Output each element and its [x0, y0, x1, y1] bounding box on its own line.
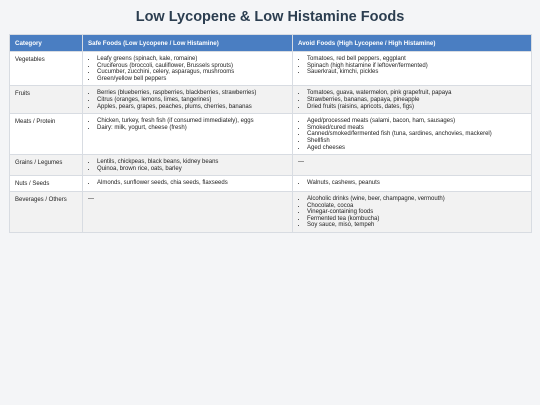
avoid-foods-list [298, 118, 526, 151]
list-item: • Lentils, chickpeas, black beans, kidney beans [97, 159, 287, 166]
list-item: • Aged cheeses [307, 145, 526, 152]
list-item: • Tomatoes, guava, watermelon, pink grapefruit, papaya [307, 90, 526, 97]
avoid-foods-cell [293, 155, 532, 176]
category-cell: Meats / Protein [10, 114, 83, 155]
avoid-foods-cell [293, 114, 532, 155]
list-item: • Aged/processed meats (salami, bacon, ham, sausages) [307, 118, 526, 125]
list-item: • Smoked/cured meats [307, 125, 526, 132]
category-cell: Beverages / Others [10, 191, 83, 232]
safe-foods-list [88, 180, 287, 187]
list-item: • Soy sauce, miso, tempeh [307, 222, 526, 229]
safe-foods-cell [83, 86, 293, 114]
list-item: • Citrus (oranges, lemons, limes, tangerines) [97, 97, 287, 104]
safe-foods-cell [83, 191, 293, 232]
list-item: • Cruciferous (broccoli, cauliflower, Brussels sprouts) [97, 63, 287, 70]
safe-foods-cell [83, 114, 293, 155]
avoid-foods-list [298, 196, 526, 229]
table-row [10, 86, 532, 114]
list-item: • Fermented tea (kombucha) [307, 216, 526, 223]
safe-foods-cell [83, 176, 293, 192]
list-item: • Vinegar-containing foods [307, 209, 526, 216]
table-row [10, 155, 532, 176]
header-avoid-foods: Avoid Foods (High Lycopene / High Histamine) [293, 35, 532, 52]
category-cell: Fruits [10, 86, 83, 114]
table-body [10, 52, 532, 233]
safe-foods-cell [83, 155, 293, 176]
list-item: • Canned/smoked/fermented fish (tuna, sardines, anchovies, mackerel) [307, 131, 526, 138]
list-item: • Spinach (high histamine if leftover/fermented) [307, 63, 526, 70]
avoid-foods-cell [293, 52, 532, 86]
page-title: Low Lycopene & Low Histamine Foods [135, 9, 405, 25]
list-item: • Chocolate, cocoa [307, 203, 526, 210]
avoid-foods-list [298, 180, 526, 187]
list-item: • Leafy greens (spinach, kale, romaine) [97, 56, 287, 63]
list-item: • Dried fruits (raisins, apricots, dates, figs) [307, 104, 526, 111]
list-item: • Cucumber, zucchini, celery, asparagus, mushrooms [97, 69, 287, 76]
list-item: • Almonds, sunflower seeds, chia seeds, flaxseeds [97, 180, 287, 187]
safe-foods-list [88, 90, 287, 110]
header-category: Category [10, 35, 83, 52]
list-item: • Quinoa, brown rice, oats, barley [97, 166, 287, 173]
avoid-foods-list [298, 56, 526, 76]
avoid-foods-cell [293, 86, 532, 114]
list-item: • Apples, pears, grapes, peaches, plums, cherries, bananas [97, 104, 287, 111]
foods-table [9, 34, 532, 233]
list-item: • Tomatoes, red bell peppers, eggplant [307, 56, 526, 63]
list-item: • Walnuts, cashews, peanuts [307, 180, 526, 187]
avoid-foods-cell [293, 176, 532, 192]
category-cell: Grains / Legumes [10, 155, 83, 176]
list-item: • Chicken, turkey, fresh fish (if consumed immediately), eggs [97, 118, 287, 125]
category-cell: Vegetables [10, 52, 83, 86]
table-header-row [10, 35, 532, 52]
avoid-foods-cell [293, 191, 532, 232]
empty-dash: — [88, 195, 94, 202]
safe-foods-cell [83, 52, 293, 86]
table-row [10, 191, 532, 232]
table-row [10, 52, 532, 86]
list-item: • Strawberries, bananas, papaya, pineapple [307, 97, 526, 104]
category-cell: Nuts / Seeds [10, 176, 83, 192]
list-item: • Alcoholic drinks (wine, beer, champagne, vermouth) [307, 196, 526, 203]
list-item: • Dairy: milk, yogurt, cheese (fresh) [97, 125, 287, 132]
empty-dash: — [298, 159, 304, 166]
safe-foods-list [88, 56, 287, 82]
avoid-foods-list [298, 90, 526, 110]
header-safe-foods: Safe Foods (Low Lycopene / Low Histamine) [83, 35, 293, 52]
list-item: • Shellfish [307, 138, 526, 145]
list-item: • Berries (blueberries, raspberries, blackberries, strawberries) [97, 90, 287, 97]
table-row [10, 114, 532, 155]
list-item: • Sauerkraut, kimchi, pickles [307, 69, 526, 76]
safe-foods-list [88, 118, 287, 131]
list-item: • Green/yellow bell peppers [97, 76, 287, 83]
safe-foods-list [88, 159, 287, 172]
table-row [10, 176, 532, 192]
